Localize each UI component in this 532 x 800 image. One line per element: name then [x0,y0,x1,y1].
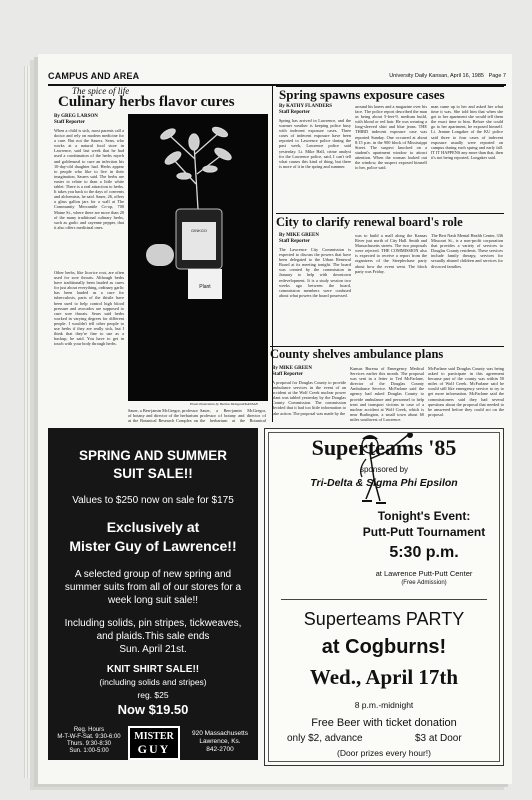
ad-values: Values to $250 now on sale for $175 [72,495,234,506]
herbs-column-3a: Sauer, a Ben-jamin McGregor, professor of botany and director of the herbarium at the Botanical Research Complex on [128,408,198,424]
ad-now-price: Now $19.50 [117,702,189,717]
county-headline: County shelves ambulance plans [270,347,444,361]
photo-credit: Photo illustration by Bartha Weingard/KANSAN [190,402,258,406]
ad-title-2: SUIT SALE!! [113,466,193,481]
spring-column-2: around his knees and a magazine over his face. The police report described the man as being about 5-feet-9, medium build, with blond or red hair. He was wearing a long-sleeved shirt and blue jeans. THE THIRD indecent exposure case was reported Sunday. One occurred at about 8:15 p.m. in the 900 block of Mississippi Street. The suspect knocked on a student's apartment window to attract attention. When the woman looked out the window, the suspect exposed himself to her, police said. [355,104,427,171]
city-top-rule [276,213,504,214]
city-headline: City to clarify renewal board's role [276,215,463,229]
superteams-ad [264,428,504,766]
free-admission: (Free Admission) [401,580,447,586]
party-date: Wed., April 17th [309,665,459,689]
herbs-column-2: Other herbs, like licorice root, are often used for sore throats. Although herbs have traditionally been lauded as cures for just about everything, ordinary garlic has been lauded as a cure for tuberculosis, parts of the thistle have been used to help control high blood pressure and avocados are supposed to cure sore throats. Sears said herbs worked in varying degrees for different people. I wouldn't tell other people to use herbs if they are really sick, but I think that they're fine to use as a backup, he said. You have to get in touch with your body through herbs. [54,270,124,347]
herb-plant-illustration [128,114,268,401]
tonight-time: 5:30 p.m. [389,544,459,561]
ad-including-2: and plaids.This sale ends [96,631,210,642]
ad-including-3: Sun. April 21st. [119,644,187,655]
city-column-2: was to build a mall along the Kansas River just north of City Hall. Smith and Massachusetts streets. The two proposals were rejected. THE COMMISSION also is expected to receive a report from the organizers of the Steeplechase party about how the event went. The block party was Friday. [355,233,427,274]
ad-exclusive-2: Mister Guy of Lawrence!! [69,538,237,554]
herbs-byline: By GREG LARSON Staff Reporter [54,114,98,126]
spring-column-3: man came up to her and asked her what time it was. She told him that when she got to her apartment she would tell them the exact time to him. Before she could go to her apartment, he exposed himself. Lt. Jeanne Longaker of the KU police said three to four cases of indecent exposure usually were reported on campus during each spring and early fall. IT IT HAPPENS any more than that, then it's not being reported, Longaker said. [431,104,503,160]
ad-title-1: SPRING AND SUMMER [78,448,227,463]
herbs-headline: Culinary herbs flavor cures [58,94,235,110]
party-venue: at Cogburns! [321,636,447,658]
party-title: Superteams PARTY [303,609,465,629]
section-title: CAMPUS AND AREA [48,71,140,81]
jar-small-label: Plant [199,284,211,290]
mister-guy-logo: MISTER GUY [128,726,180,760]
city-column-3: The Bert Nash Mental Health Center, 336 Missouri St., is a non-profit corporation that provides a variety of services to Douglas County residents. These services include family therapy, services for sexually abused children and services for divorced families. [431,233,503,269]
free-beer: Free Beer with ticket donation [311,717,457,729]
ad-select-1: A selected group of new spring and [74,569,232,580]
county-byline: By MIKE GREEN Staff Reporter [272,366,313,378]
ad-select-2: summer suits from all of our stores for a [64,582,242,593]
sponsored-by: sponsored by [359,465,409,474]
masthead-line: University Daily Kansan, April 16, 1985 Page 7 [389,73,506,79]
page-header [48,73,506,86]
advance-price: only $2, advance [287,733,363,744]
city-column-1: The Lawrence City Commission is expected to discuss the powers that have been delegated to the Urban Renewal Board at its meeting tonight. The board was created by the commission in January to help with downtown redevelopment. It is a study session two weeks ago between the board, commission members were confused about what powers the board possessed. [279,247,351,298]
spring-column-1: Spring has arrived in Lawrence, and the warmer weather is keeping police busy with indecent exposure cases. Three cases of indecent exposure have been reported to Lawrence police during the past week, Lawrence police said yesterday. Lt. Mike Hall, crime analyst for the Lawrence police, said, I can't tell what causes this kind of thing, but there is more of it in the spring and summer. [279,118,351,169]
herbs-column-1: When a child is sick, most parents call a doctor and rely on modern medicine for a cure. But not the Sauers. Sean, who works at a natural food store in Lawrence, said last week that he had used a combination of the herbs myrrh and goldenseal to cure an infection his 10-day-old daughter had. Herbs appear to people who like to live in their imagination, Sauers said. The herbs are easier to relate to than a little white tablet. There is a real attraction to herbs. It takes you back to the days of convents and alchemists, he said. Sauer, 26, offers a glass gallon jars for a wall at The Community Mercantile Co-op, 700 Maine St., where there are more than 20 of the many traditional culinary herbs, such as garlic and cayenne pepper, that it also offers medicinal ones. [54,128,124,230]
ad-hours: Reg. Hours M-T-W-F-Sat. 9:30-6:00 Thurs. 9:30-8:30 Sun. 1:00-5:00 [57,727,121,754]
ad-divider [281,599,487,600]
tonight-location: at Lawrence Putt-Putt Center [375,569,473,578]
county-column-2: Kansas Bureau of Emergency Medical Services earlier this month. The proposal was sent in a letter to Ted McFarlane, director of the Douglas County Ambulance Service. McFarlane said the agency had asked Douglas County to provide ambulance and personnel to help treat and transport victims in case of a nuclear accident at Wolf Creek, which is near Burlington, a small town about 60 miles southwest of Lawrence. [350,366,424,422]
ad-regular-price: reg. $25 [137,690,169,700]
ad-select-3: week long suit sale!! [107,595,199,606]
ad-address: 920 Massachusetts Lawrence, Ks. 842-2700 [191,730,248,753]
county-column-3: McFarlane said Douglas County was being asked to participate in this agreement because part of the county was within 50 miles of Wolf Creek. McFarlane said he would still like emergency service to try to get more information. McFarlane said the commissioners said they had several questions about the proposal that needed to be answered before they could act on the proposal. [428,366,504,417]
party-time: 8 p.m.-midnight [354,700,414,710]
sponsors: Tri-Delta & Sigma Phi Epsilon [310,477,458,489]
ad-exclusive-1: Exclusively at [106,519,200,535]
tonight-event-label: Tonight's Event: [377,509,471,523]
stacked-page-edges [24,66,38,778]
county-column-1: A proposal for Douglas County to provide ambulance services in the event of an accident at the Wolf Creek nuclear power plant was tabled yesterday by the Douglas County Commission. The commission decided that it had too little information to take action. The proposal was made by the [272,380,346,416]
page-number: Page 7 [488,73,506,79]
ad-knit-subtitle: (including solids and stripes) [99,677,207,687]
tonight-event-name: Putt-Putt Tournament [362,525,486,539]
jar-label-text: GINKGO [190,228,208,233]
suit-sale-ad [48,428,258,760]
door-price: $3 at Door [415,733,462,744]
herbs-photo [128,114,268,401]
door-prizes: (Door prizes every hour!) [336,748,431,758]
ad-including-1: Including solids, pin stripes, tickweaves, [64,618,242,629]
spring-byline: By KATHY FLANDERS Staff Reporter [279,104,333,116]
city-byline: By MIKE GREEN Staff Reporter [279,233,320,245]
herbs-kicker: The spice of life [72,86,130,96]
superteams-title: Superteams '85 [311,435,457,460]
ad-knit-title: KNIT SHIRT SALE!! [106,664,200,675]
herbs-column-3b: Sauer, a Ben-jamin McGregor, professor of botany and director of the herbarium at the Botanical [200,408,266,424]
spring-headline: Spring spawns exposure cases [279,87,445,102]
